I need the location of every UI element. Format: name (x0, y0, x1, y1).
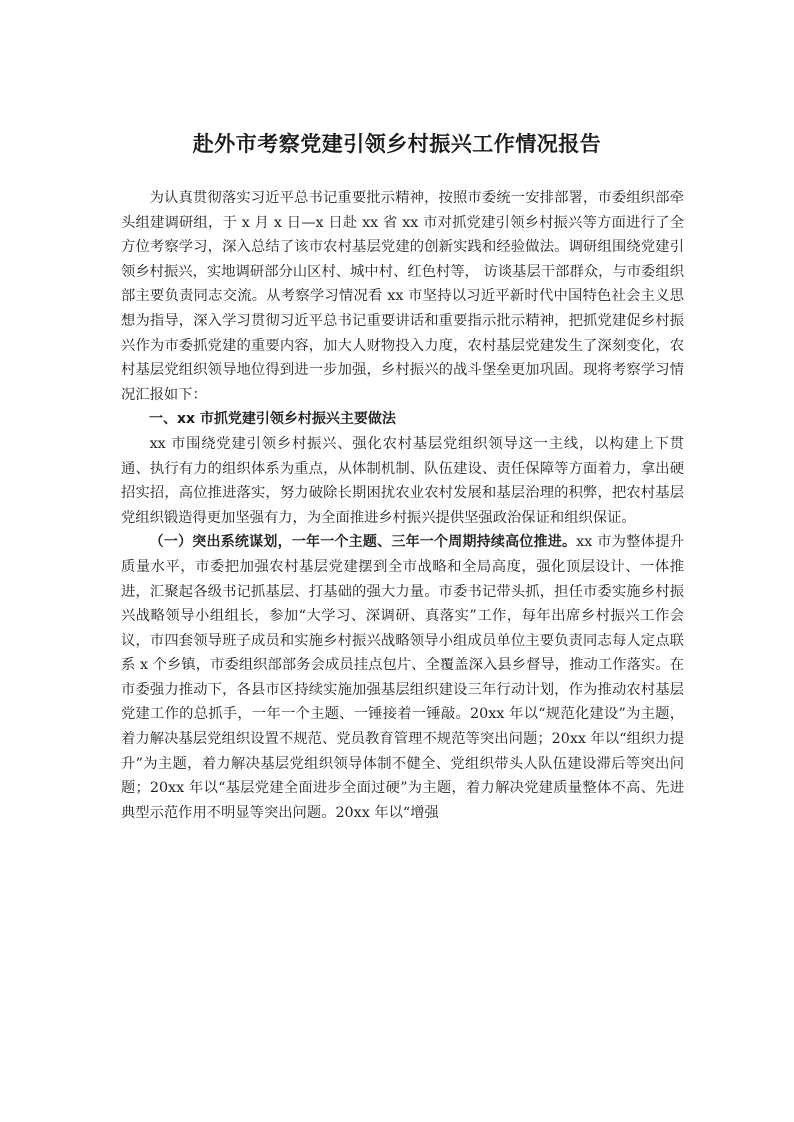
document-body (121, 186, 684, 825)
intro-paragraph: 为认真贯彻落实习近平总书记重要批示精神，按照市委统一安排部署，市委组织部牵头组建调研组，于 x 月 x 日—x 日赴 xx 省 xx 市对抓党建引领乡村振兴等方面进行了全方位考察学习，深入总结了该市农村基层党建的创新实践和经验做法。调研组围绕党建引领乡村振兴，实地调研部分山区村、城中村、红色村等， 访谈基层干部群众，与市委组织部主要负责同志交流。从考察学习情况看 xx 市坚持以习近平新时代中国特色社会主义思想为指导，深入学习贯彻习近平总书记重要讲话和重要指示批示精神，把抓党建促乡村振兴作为市委抓党建的重要内容，加大人财物投入力度，农村基层党建发生了深刻变化，农村基层党组织领导地位得到进一步加强，乡村振兴的战斗堡垒更加巩固。现将考察学习情况汇报如下： (121, 190, 684, 403)
subsection-paragraph (121, 530, 684, 825)
subsection-text: xx 市为整体提升质量水平，市委把加强农村基层党建摆到全市战略和全局高度，强化顶层设计、一体推进，汇聚起各级书记抓基层、打基础的强大力量。市委书记带头抓，担任市委实施乡村振兴战略领导小组组长，参加“大学习、深调研、真落实”工作，每年出席乡村振兴工作会议，市四套领导班子成员和实施乡村振兴战略领导小组成员单位主要负责同志每人定点联系 x 个乡镇，市委组织部部务会成员挂点包片、全覆盖深入县乡督导，推动工作落实。在市委强力推动下，各县市区持续实施加强基层组织建设三年行动计划，作为推动农村基层党建工作的总抓手，一年一个主题、一锤接着一锤敲。20xx 年以“规范化建设”为主题，着力解决基层党组织设置不规范、党员教育管理不规范等突出问题；20xx 年以“组织力提升”为主题，着力解决基层党组织领导体制不健全、党组织带头人队伍建设滞后等突出问题；20xx 年以“基层党建全面进步全面过硬”为主题，着力解决党建质量整体不高、先进典型示范作用不明显等突出问题。20xx 年以“增强 (121, 534, 685, 821)
section-heading: 一、xx 市抓党建引领乡村振兴主要做法 (149, 411, 396, 428)
section-paragraph: xx 市围绕党建引领乡村振兴、强化农村基层党组织领导这一主线，以构建上下贯通、执行有力的组织体系为重点，从体制机制、队伍建设、责任保障等方面着力，拿出硬招实招，高位推进落实，努力破除长期困扰农业农村发展和基层治理的积弊，把农村基层党组织锻造得更加坚强有力，为全面推进乡村振兴提供坚强政治保证和组织保证。 (121, 435, 684, 526)
subsection-heading: （一）突出系统谋划，一年一个主题、三年一个周期持续高位推进。 (149, 534, 577, 551)
document-title: 赴外市考察党建引领乡村振兴工作情况报告 (192, 132, 602, 156)
